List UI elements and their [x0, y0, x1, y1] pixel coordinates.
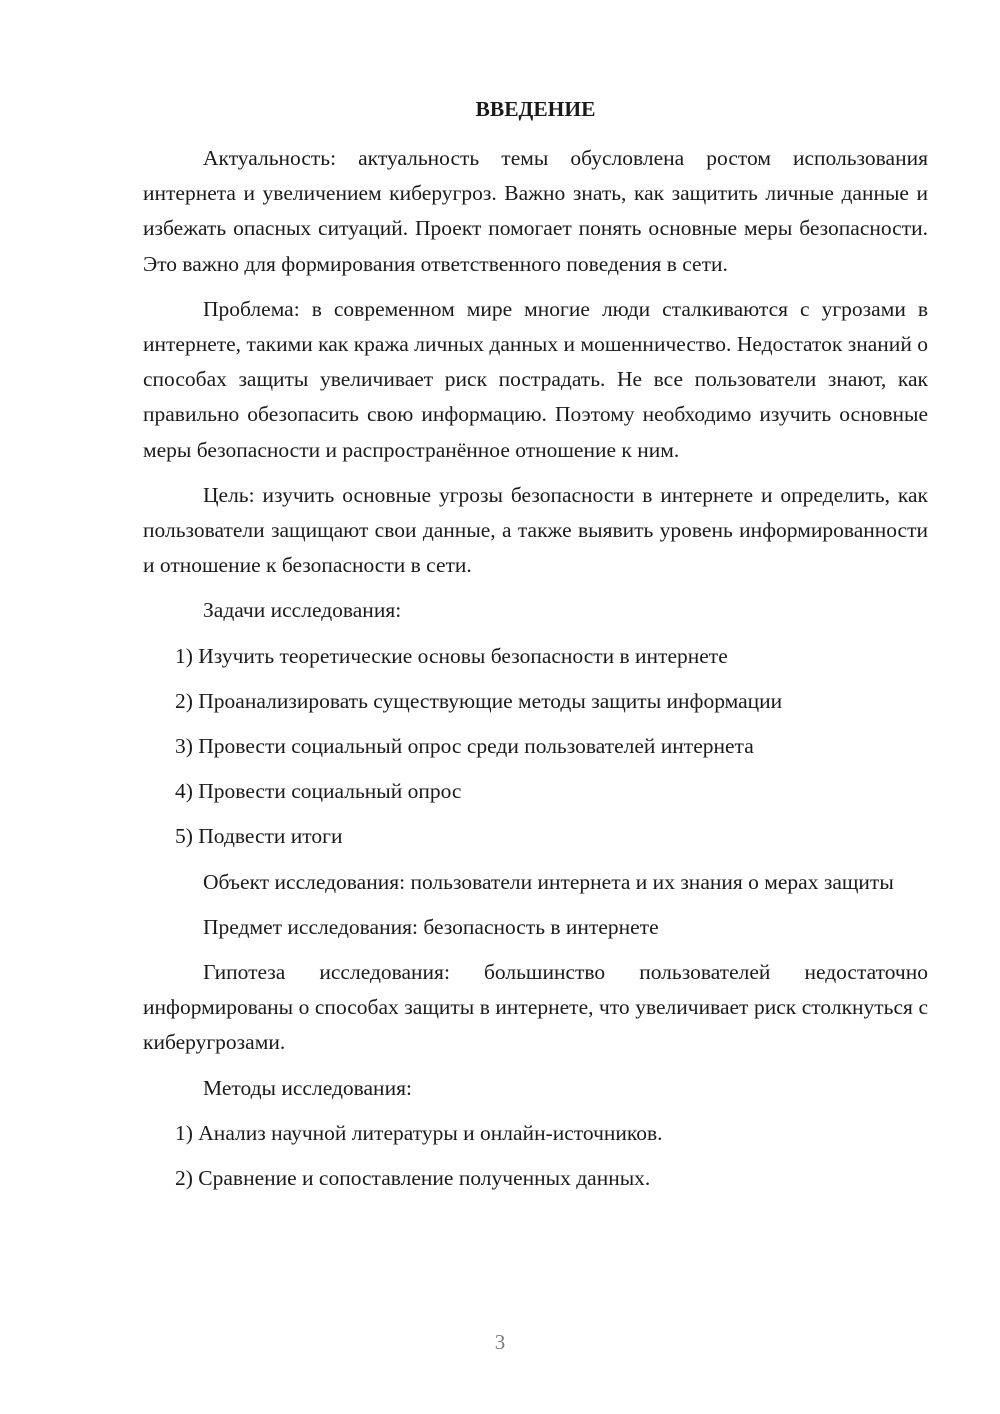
- tasks-list: [143, 639, 928, 855]
- section-title: ВВЕДЕНИЕ: [475, 97, 596, 121]
- list-item: 5) Подвести итоги: [175, 824, 343, 849]
- subject-paragraph: Предмет исследования: безопасность в интернете: [203, 914, 659, 939]
- list-item: 1) Изучить теоретические основы безопасности в интернете: [175, 643, 728, 668]
- document-page: [143, 92, 928, 1206]
- goal-paragraph: Цель: изучить основные угрозы безопасности в интернете и определить, как пользователи защищают свои данные, а также выявить уровень информированности и отношение к безопасности в сети.: [143, 482, 928, 578]
- hypothesis-paragraph: Гипотеза исследования: большинство пользователей недостаточно информированы о способах защиты в интернете, что увеличивает риск столкнуться с киберугрозами.: [143, 960, 928, 1055]
- relevance-paragraph: Актуальность: актуальность темы обусловлена ростом использования интернета и увеличением киберугроз. Важно знать, как защитить личные данные и избежать опасных ситуаций. Проект помогает понять основные меры безопасности. Это важно для формирования ответственного поведения в сети.: [143, 146, 928, 276]
- list-item: 2) Проанализировать существующие методы защиты информации: [175, 688, 783, 713]
- object-paragraph: Объект исследования: пользователи интернета и их знания о мерах защиты: [203, 869, 894, 894]
- list-item: 2) Сравнение и сопоставление полученных данных.: [175, 1166, 651, 1191]
- page-number: 3: [494, 1330, 506, 1354]
- list-item: 4) Провести социальный опрос: [175, 779, 462, 804]
- list-item: 3) Провести социальный опрос среди пользователей интернета: [175, 734, 754, 759]
- methods-list: [143, 1116, 928, 1196]
- methods-heading: Методы исследования:: [203, 1075, 412, 1100]
- tasks-heading: Задачи исследования:: [203, 598, 402, 623]
- list-item: 1) Анализ научной литературы и онлайн-источников.: [175, 1120, 663, 1145]
- problem-paragraph: Проблема: в современном мире многие люди сталкиваются с угрозами в интернете, такими как кража личных данных и мошенничество. Недостаток знаний о способах защиты увеличивает риск пострадать. Не все пользователи знают, как правильно обезопасить свою информацию. Поэтому необходимо изучить основные меры безопасности и распространённое отношение к ним.: [143, 296, 928, 462]
